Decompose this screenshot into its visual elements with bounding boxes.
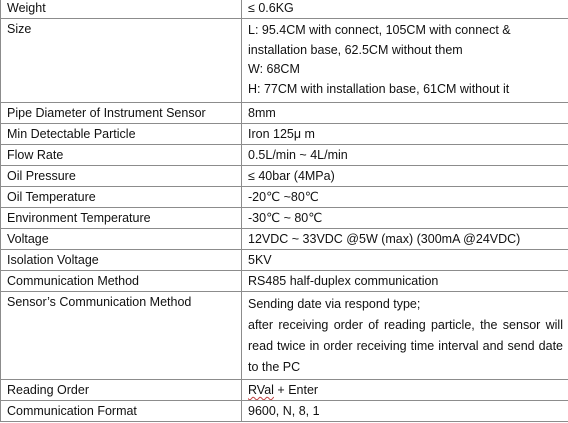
row-label: Environment Temperature <box>1 208 242 229</box>
row-value: RS485 half-duplex communication <box>242 271 568 292</box>
row-label: Size <box>1 19 242 103</box>
table-row-communication-method <box>1 271 568 292</box>
row-value: 9600, N, 8, 1 <box>242 401 568 422</box>
row-label: Voltage <box>1 229 242 250</box>
row-value: 5KV <box>242 250 568 271</box>
table-row-flow-rate <box>1 145 568 166</box>
size-line-length: L: 95.4CM with connect, 105CM with connect & <box>248 23 511 37</box>
table-row-pipe-diameter <box>1 103 568 124</box>
row-value <box>242 380 568 401</box>
row-value: 8mm <box>242 103 568 124</box>
row-value: 0.5L/min ~ 4L/min <box>242 145 568 166</box>
row-label: Sensor’s Communication Method <box>1 292 242 380</box>
table-row-voltage <box>1 229 568 250</box>
row-label: Communication Format <box>1 401 242 422</box>
table-row-min-particle <box>1 124 568 145</box>
size-line-length-cont: installation base, 62.5CM without them <box>248 42 463 57</box>
row-label: Communication Method <box>1 271 242 292</box>
size-line-height: H: 77CM with installation base, 61CM without it <box>248 81 510 96</box>
table-row-communication-format <box>1 401 568 422</box>
reading-order-command: RVal <box>248 383 274 397</box>
row-value: Iron 125μ m <box>242 124 568 145</box>
sensor-comm-line-2: after receiving order of reading particle, the sensor will read twice in order receiving time interval and send date to the PC <box>248 318 563 374</box>
row-value: -20℃ ~80℃ <box>242 187 568 208</box>
row-value: 12VDC ~ 33VDC @5W (max) (300mA @24VDC) <box>242 229 568 250</box>
table-row-oil-pressure <box>1 166 568 187</box>
row-label: Oil Pressure <box>1 166 242 187</box>
table-row-env-temperature <box>1 208 568 229</box>
reading-order-suffix: + Enter <box>273 383 319 397</box>
row-label: Flow Rate <box>1 145 242 166</box>
row-value: -30℃ ~ 80℃ <box>242 208 568 229</box>
row-label: Pipe Diameter of Instrument Sensor <box>1 103 242 124</box>
table-row-weight <box>1 0 568 19</box>
table-row-reading-order <box>1 380 568 401</box>
table-row-isolation-voltage <box>1 250 568 271</box>
row-label: Isolation Voltage <box>1 250 242 271</box>
sensor-comm-line-1: Sending date via respond type; <box>248 297 421 311</box>
row-label: Weight <box>1 0 242 19</box>
row-label: Reading Order <box>1 380 242 401</box>
table-row-oil-temperature <box>1 187 568 208</box>
row-label: Oil Temperature <box>1 187 242 208</box>
row-value: ≤ 0.6KG <box>242 0 568 19</box>
table-row-sensor-communication <box>1 292 568 380</box>
row-value: ≤ 40bar (4MPa) <box>242 166 568 187</box>
table-row-size <box>1 19 568 103</box>
row-value <box>242 19 568 103</box>
size-line-width: W: 68CM <box>248 62 300 76</box>
row-label: Min Detectable Particle <box>1 124 242 145</box>
row-value <box>242 292 568 380</box>
